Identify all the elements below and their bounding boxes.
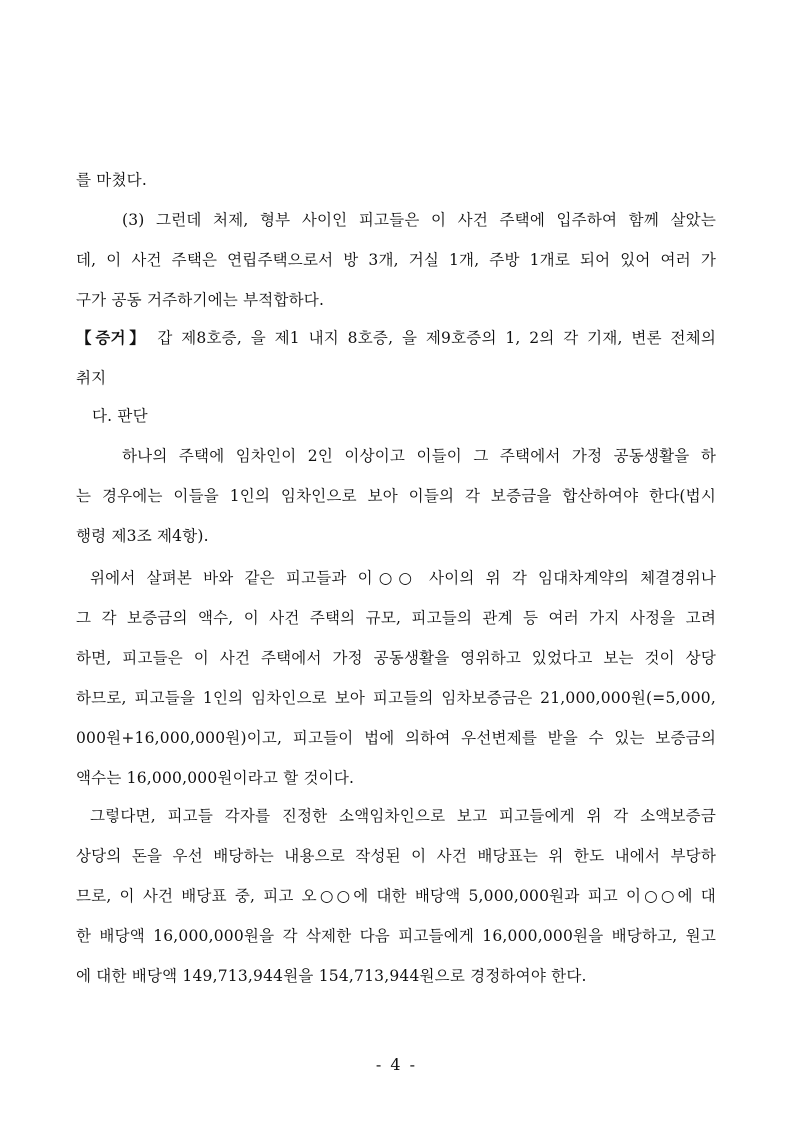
text-line — [76, 318, 716, 358]
evidence-label: 【증거】 — [76, 328, 149, 347]
evidence-paragraph — [76, 318, 716, 398]
text-line: 그렇다면, 피고들 각자를 진정한 소액임차인으로 보고 피고들에게 위 각 소액보증금 — [90, 807, 716, 825]
paragraph-3 — [76, 200, 716, 320]
page-number: - 4 - — [375, 1055, 418, 1074]
text-line: 상당의 돈을 우선 배당하는 내용으로 작성된 이 사건 배당표는 위 한도 내에서 부당하 — [76, 847, 716, 865]
text-line: 는 경우에는 이들을 1인의 임차인으로 보아 이들의 각 보증금을 합산하여야 한다(법시 — [76, 487, 716, 505]
text-line: 액수는 16,000,000원이라고 할 것이다. — [76, 769, 355, 787]
text-line: 를 마쳤다. — [76, 171, 147, 189]
text-line: 하므로, 피고들을 1인의 임차인으로 보아 피고들의 임차보증금은 21,000,000원(=5,000, — [76, 689, 716, 707]
text-line: 그 각 보증금의 액수, 이 사건 주택의 규모, 피고들의 관계 등 여러 가지 사정을 고려 — [76, 609, 716, 627]
text-line: 에 대한 배당액 149,713,944원을 154,713,944원으로 경정하여야 한다. — [76, 967, 587, 985]
text-line: 하나의 주택에 임차인이 2인 이상이고 이들이 그 주택에서 가정 공동생활을 하 — [122, 447, 716, 465]
text-line: 행령 제3조 제4항). — [76, 527, 209, 545]
text-line: (3) 그런데 처제, 형부 사이인 피고들은 이 사건 주택에 입주하여 함께 살았는 — [122, 211, 716, 229]
paragraph-application — [76, 558, 716, 798]
text-line: 한 배당액 16,000,000원을 각 삭제한 다음 피고들에게 16,000,000원을 배당하고, 원고 — [76, 927, 716, 945]
text-line: 데, 이 사건 주택은 연립주택으로서 방 3개, 거실 1개, 주방 1개로 되어 있어 여러 가 — [76, 251, 716, 269]
evidence-text: 갑 제8호증, 을 제1 내지 8호증, 을 제9호증의 1, 2의 각 기재, 변론 전체의 — [157, 329, 716, 347]
text-line: 하면, 피고들은 이 사건 주택에서 가정 공동생활을 영위하고 있었다고 보는 것이 상당 — [76, 649, 716, 667]
text-line: 구가 공동 거주하기에는 부적합하다. — [76, 291, 325, 309]
section-heading — [76, 396, 716, 436]
text-line: 므로, 이 사건 배당표 중, 피고 오○○에 대한 배당액 5,000,000원과 피고 이○○에 대 — [76, 887, 716, 905]
paragraph-continuation — [76, 160, 716, 200]
text-line: 취지 — [76, 369, 107, 387]
paragraph-judgment-rule — [76, 436, 716, 556]
paragraph-conclusion — [76, 796, 716, 996]
text-line: 위에서 살펴본 바와 같은 피고들과 이○○ 사이의 위 각 임대차계약의 체결경위나 — [90, 569, 716, 587]
heading-text: 다. 판단 — [92, 407, 148, 425]
text-line: 000원+16,000,000원)이고, 피고들이 법에 의하여 우선변제를 받을 수 있는 보증금의 — [76, 729, 716, 747]
